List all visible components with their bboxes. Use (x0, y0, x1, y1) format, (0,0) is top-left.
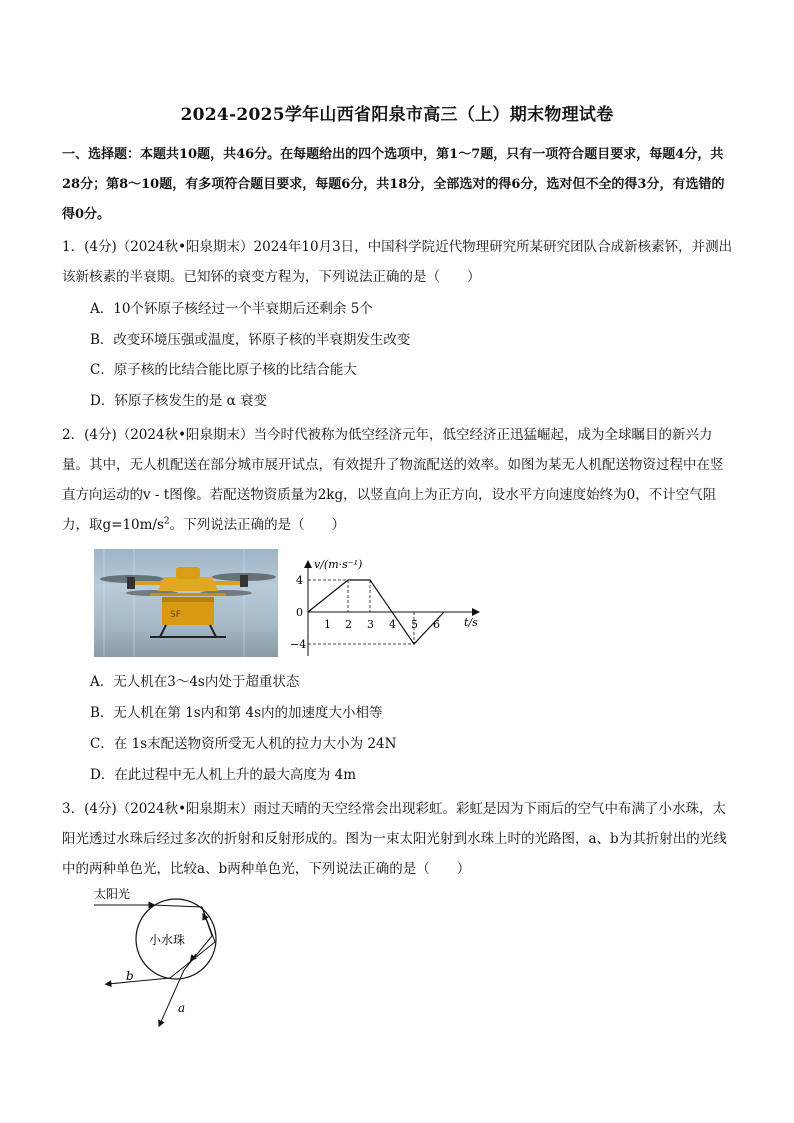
question-3-stem: 3．(4分)（2024秋•阳泉期末）雨过天晴的天空经常会出现彩虹。彩虹是因为下雨后的空气中布满了小水珠，太阳光透过水珠后经过多次的折射和反射形成的。图为一束太阳光射到水珠上时的光路图，a、b为其折射出的光线中的两种单色光，比较a、b两种单色光，下列说法正确的是（ ） (62, 801, 727, 877)
question-2-stem-main: 2．(4分)（2024秋•阳泉期末）当今时代被称为低空经济元年，低空经济正迅猛崛起，成为全球瞩目的新兴力量。其中，无人机配送在部分城市展开试点，有效提升了物流配送的效率。如图为某无人机配送物资过程中在竖直方向运动的v - t图像。若配送物资质量为2kg，以竖直向上为正方向，设水平方向速度始终为0，不计空气阻力，取g=10m/s (62, 427, 724, 533)
x-tick-3: 3 (367, 618, 374, 631)
velocity-time-graph (290, 556, 490, 662)
sunlight-label: 太阳光 (94, 887, 131, 901)
ray-a-label: a (178, 1001, 186, 1015)
question-2-stem-superscript: 2 (163, 516, 170, 527)
x-tick-2: 2 (345, 618, 352, 631)
question-2-option-c: C．在 1s末配送物资所受无人机的拉力大小为 24N (90, 736, 397, 752)
ray-b-label: b (126, 969, 134, 983)
drone-photo (94, 549, 278, 657)
y-tick-4: 4 (296, 574, 303, 587)
raindrop-svg (94, 884, 244, 1029)
x-tick-5: 5 (411, 618, 418, 631)
exam-title: 2024-2025学年山西省阳泉市高三（上）期末物理试卷 (180, 105, 614, 125)
y-tick-neg4: −4 (290, 638, 307, 651)
droplet-label: 小水珠 (149, 933, 186, 947)
question-2-option-a: A．无人机在3～4s内处于超重状态 (90, 674, 300, 690)
vt-graph-svg (290, 556, 490, 658)
drone-illustration (94, 549, 278, 657)
question-1-option-d: D．钚原子核发生的是 α 衰变 (90, 393, 268, 409)
question-2-option-b: B．无人机在第 1s内和第 4s内的加速度大小相等 (90, 705, 383, 721)
v-axis-label: v/(m·s⁻¹) (314, 558, 363, 571)
question-1-option-a: A．10个钚原子核经过一个半衰期后还剩余 5个 (90, 301, 373, 317)
svg-text:SF: SF (170, 610, 181, 620)
t-axis-label: t/s (464, 616, 478, 629)
raindrop-diagram (94, 884, 244, 1033)
question-2-option-d: D．在此过程中无人机上升的最大高度为 4m (90, 767, 357, 783)
question-1-option-c: C．原子核的比结合能比原子核的比结合能大 (90, 362, 357, 378)
section-instructions: 一、选择题：本题共10题，共46分。在每题给出的四个选项中，第1～7题，只有一项符合题目要求，每题4分，共28分；第8～10题，有多项符合题目要求，每题6分，共18分，全部选对的得6分，选对但不全的得3分，有选错的得0分。 (62, 147, 725, 222)
x-tick-4: 4 (389, 618, 396, 631)
question-1-option-b: B．改变环境压强或温度，钚原子核的半衰期发生改变 (90, 332, 411, 348)
question-2-stem-tail: 。下列说法正确的是（ ） (169, 517, 346, 533)
question-2-stem (62, 420, 734, 540)
x-tick-1: 1 (324, 618, 331, 631)
x-tick-6: 6 (433, 618, 440, 631)
question-1-stem: 1．(4分)（2024秋•阳泉期末）2024年10月3日，中国科学院近代物理研究所某研究团队合成新核素钚，并测出该新核素的半衰期。已知钚的衰变方程为，下列说法正确的是（ ） (62, 239, 733, 285)
y-tick-0: 0 (296, 606, 303, 619)
